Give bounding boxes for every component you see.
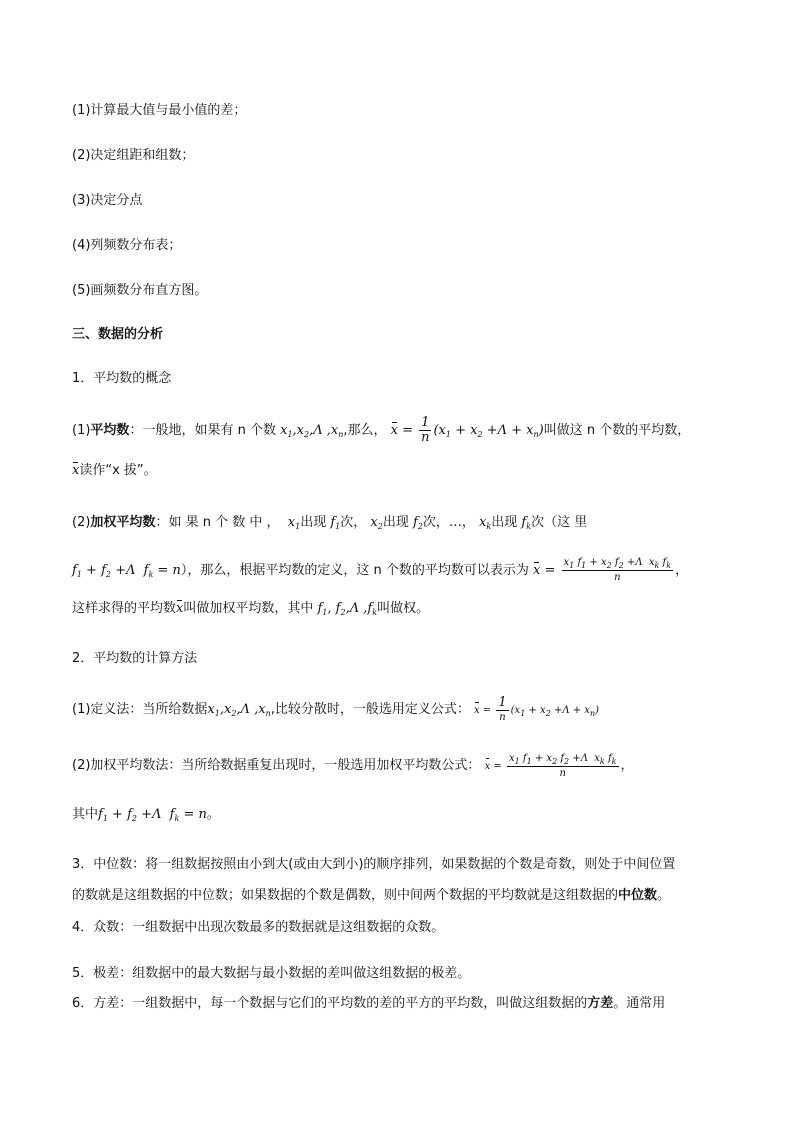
weighted-mean-line1: (2)加权平均数：如 果 n 个 数 中 ， $x_1$出现 $f_1$次， $x_2$出现 $f_2$次，…， $x_k$出现 $f_k$次（这 里 (72, 515, 588, 531)
method-weighted-note: 其中$f_1 + f_2 +\Lambda$ $f_k = n$。 (72, 807, 220, 823)
term-variance: 方差 (587, 996, 614, 1011)
method-weighted: (2)加权平均数法：当所给数据重复出现时，一般选用加权平均数公式： x = $\frac{x_1 f_1 + x_2 f_2 +\Lambda x_k f_k}{n}$ ， (72, 753, 634, 779)
mean-definition-line2: x读作“x 拔”。 (72, 463, 157, 478)
weighted-mean-line3: 这样求得的平均数x叫做加权平均数，其中 $f_1$, $f_2,\Lambda$ $,f_k$叫做权。 (72, 601, 430, 617)
step-5: (5)画频数分布直方图。 (72, 283, 208, 298)
term-median: 中位数 (618, 888, 658, 903)
median-line1: 3．中位数：将一组数据按照由小到大(或由大到小)的顺序排列，如果数据的个数是奇数，则处于中间位置 (72, 857, 676, 872)
formula-mean: x = $\frac{1}{n}$ $(x_1 + x_2 +\Lambda + x_n)$ (390, 415, 544, 445)
term-mean: 平均数 (90, 423, 130, 438)
formula-weighted: x = $\frac{x_1 f_1 + x_2 f_2 +\Lambda x_k f_k}{n}$ (484, 753, 617, 779)
formula-weighted-mean: x = $\frac{x_1 f_1 + x_2 f_2 +\Lambda x_k f_k}{n}$ (533, 557, 672, 583)
variance-definition: 6．方差：一组数据中，每一个数据与它们的平均数的差的平方的平均数，叫做这组数据的方差。通常用 (72, 996, 666, 1011)
weighted-mean-line2: $f_1 + f_2 +\Lambda$ $f_k = n$），那么，根据平均数的定义，这 n 个数的平均数可以表示为 x = $\frac{x_1 f_1 + x_2 f_2 +\Lambda x_k f_k}{n}$ ， (72, 557, 689, 583)
method-definition: (1)定义法：当所给数据$x_1,x_2,\Lambda$ $,x_n$,比较分散时，一般选用定义公式： x = $\frac{1}{n}$ $(x_1 + x_2 +\Lambda + x_n)$ (72, 695, 599, 723)
x-bar-symbol: x (72, 463, 80, 478)
mean-definition-line1: (1)平均数：一般地，如果有 n 个数 $x_1,x_2,\Lambda$ $,x_n$,那么， x = $\frac{1}{n}$ $(x_1 + x_2 +\Lambda + x_n)$叫做这 n 个数的平均数， (72, 415, 691, 445)
mode-definition: 4．众数：一组数据中出现次数最多的数据就是这组数据的众数。 (72, 920, 445, 935)
median-line2: 的数就是这组数据的中位数；如果数据的个数是偶数，则中间两个数据的平均数就是这组数据的中位数。 (72, 888, 671, 903)
subsection-title-mean: 1．平均数的概念 (72, 371, 172, 386)
range-definition: 5．极差：组数据中的最大数据与最小数据的差叫做这组数据的极差。 (72, 966, 471, 981)
term-weighted-mean: 加权平均数 (90, 515, 156, 530)
step-2: (2)决定组距和组数； (72, 148, 195, 163)
step-3: (3)决定分点 (72, 193, 143, 208)
section-title: 三、数据的分析 (72, 327, 164, 342)
formula-list: $x_1,x_2,\Lambda$ $,x_n$ (280, 423, 344, 439)
formula-definition: x = $\frac{1}{n}$ $(x_1 + x_2 +\Lambda + x_n)$ (473, 695, 599, 723)
step-4: (4)列频数分布表； (72, 238, 182, 253)
step-1: (1)计算最大值与最小值的差； (72, 103, 247, 118)
subsection-title-methods: 2．平均数的计算方法 (72, 651, 198, 666)
